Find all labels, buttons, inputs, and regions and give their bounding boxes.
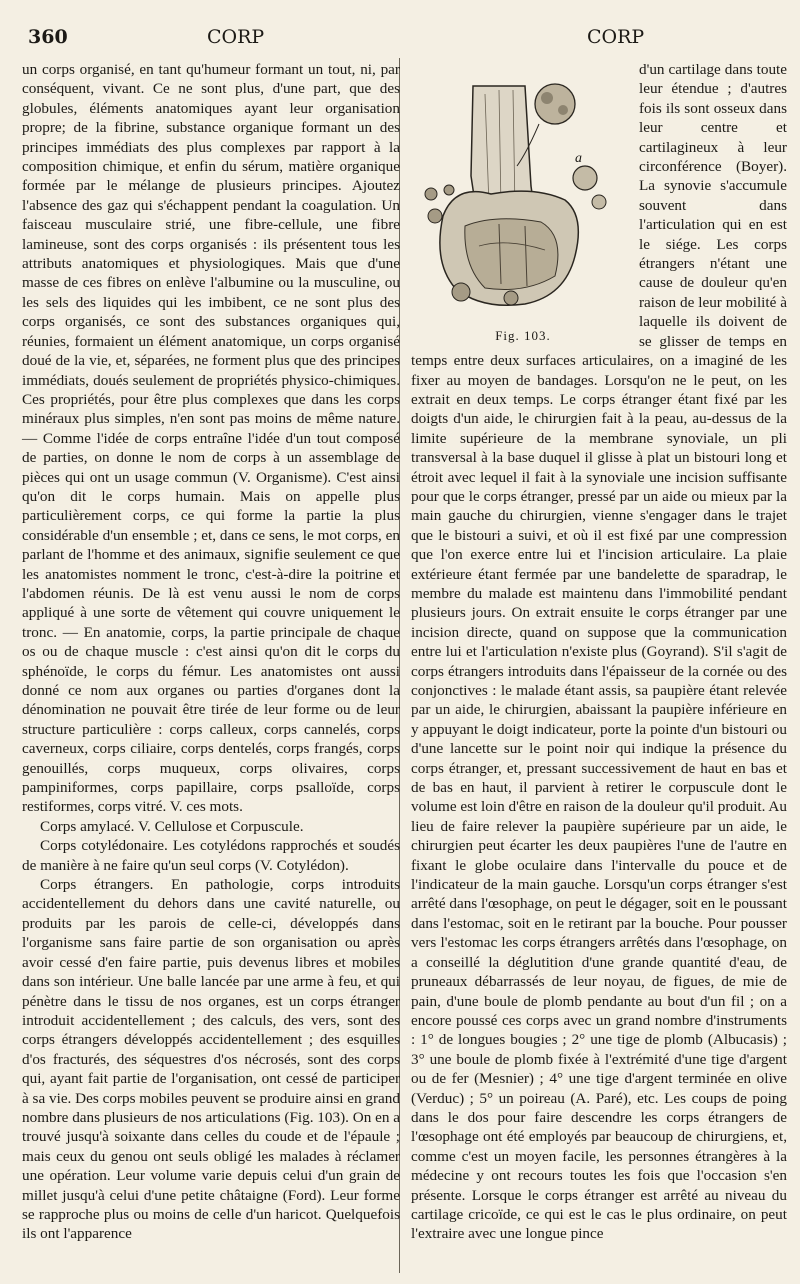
right-running-title: CORP [587, 26, 645, 48]
right-column [411, 60, 787, 1244]
running-header [22, 26, 788, 52]
left-column [22, 60, 400, 1244]
paragraph-corps-organise: un corps organisé, en tant qu'humeur formant un tout, ni, par conséquent, vivant. Ce ne sont plus, d'une part, que des globules, éléments anatomiques ayant leur organisation propre; de la fibrine, substance organique formant un des principes immédiats des plus complexes par rapport à la composition chimique, et enfin du sérum, matière organique formée par le mélange de plusieurs principes. Ajoutez l'absence des gaz qui s'échappent pendant la coagulation. Un faisceau musculaire strié, une fibre-cellule, une fibre lamineuse, sont des corps organisés : ils présentent tous les attributs anatomiques et physiologiques. Mais que d'une masse de ces fibres on enlève l'albumine ou la musculine, ou les sels des liquides qui les imbibent, ce ne sont plus des corps organisés, ce sont des substances organiques qui, réunies, formaient un élément anatomique, un corps organisé doué de la vie, et, séparées, ne forment plus que des principes immédiats, doués seulement de propriétés physico-chimiques. Ces propriétés, pour être plus complexes que dans les corps minéraux plus simples, n'en sont pas moins de même nature. — Comme l'idée de corps entraîne l'idée d'un tout composé de parties, on donne le nom de corps à un assemblage de pièces qui ont un usage commun (V. Organisme). C'est ainsi qu'on dit le corps humain. Mais on appelle plus particulièrement corps, ce qui forme la partie la plus considérable d'un ensemble ; et, dans ce sens, le mot corps, en parlant de l'homme et des animaux, signifie seulement ce que les anatomistes nomment le tronc, c'est-à-dire la poitrine et l'abdomen réunis. De là est venu aussi le nom de corps appliqué à une sorte de vêtement qui couvre uniquement le tronc. — En anatomie, corps, la partie principale de chaque os ou de chaque muscle : c'est ainsi qu'on dit le corps du sphénoïde, le corps du fémur. Les anatomistes ont aussi donné ce nom aux organes ou parties d'organes dont la dénomination ne pouvait être tirée de leur forme ou de leur structure particulière : corps calleux, corps cannelés, corps caverneux, corps ciliaire, corps dentelés, corps frangés, corps genouillés, corps muqueux, corps olivaires, corps pampiniformes, corps papillaire, corps psalloïde, corps restiformes, corps vitré. V. ces mots. [22, 61, 400, 816]
paragraph-corps-cotyledonaire: Corps cotylédonaire. Les cotylédons rapprochés et soudés de manière à ne faire qu'un seul corps (V. Cotylédon). [22, 837, 400, 874]
left-running-title: CORP [207, 26, 265, 48]
paragraph-corps-etrangers: Corps étrangers. En pathologie, corps introduits accidentellement du dehors dans une cavité naturelle, ou produits par les parois de celle-ci, développés dans l'organisme sans faire partie de son organisation ou après avoir cessé d'en faire partie, puis devenus libres et mobiles dans son intérieur. Une balle lancée par une arme à feu, et qui pénètre dans le tissu de nos organes, est un corps étranger introduit accidentellement ; des calculs, des vers, sont des corps étrangers développés accidentellement ; des esquilles d'os fracturés, des séquestres d'os nécrosés, sont des corps qui, ayant fait partie de l'organisation, ont cessé de participer à sa vie. Des corps mobiles peuvent se produire ainsi en grand nombre dans plusieurs de nos articulations (Fig. 103). On en a trouvé jusqu'à soixante dans celles du coude et de l'épaule ; mais ceux du genou ont seuls obligé les malades à réclamer une opération. Leur volume varie depuis celui d'un grain de millet jusqu'à celui d'une petite châtaigne (Ford). Leur forme se rapproche plus ou moins de celle d'un haricot. Quelquefois ils ont l'apparence [22, 876, 400, 1243]
paragraph-corps-etrangers-continued: d'un cartilage dans toute leur étendue ; d'autres fois ils sont osseux dans leur centre et cartilagineux à leur circonférence (Boyer). La synovie s'accumule souvent dans l'articulation qui en est le siége. Les corps étrangers n'étant une cause de douleur qu'en raison de leur mobilité à laquelle ils doivent de se glisser de temps en temps entre deux surfaces articulaires, on a imaginé de les fixer au moyen de bandages. Lorsqu'on ne le peut, on les extrait en deux temps. Le corps étranger étant fixé par les doigts d'un aide, le chirurgien fait à la peau, au-dessus de la limite supérieure de la membrane synoviale, un pli transversal à la base duquel il glisse à plat un bistouri long et étroit avec lequel il fait à la synoviale une incision suffisante pour que le corps étranger, pressé par un aide ou mieux par la main gauche du chirurgien, vienne s'engager dans le trajet que le bistouri a suivi, et où il est fixé par une compression que l'on exerce entre lui et l'incision articulaire. La plaie extérieure étant fermée par une bandelette de sparadrap, le membre du malade est maintenu dans l'immobilité pendant plusieurs jours. On extrait ensuite le corps étranger par une incision directe, quand on suppose que la communication entre lui et l'articulation n'existe plus (Goyrand). S'il s'agit de corps étrangers introduits dans l'épaisseur de la cornée ou des conjonctives : le malade étant assis, sa paupière étant relevée par un aide, le chirurgien, abaissant la paupière inférieure en y appuyant le doigt indicateur, porte la pointe d'un bistouri ou d'une lancette sur le point noir qui indique la présence du corps étranger, et, pressant successivement de haut en bas et de bas en haut, il parvient à retirer le corpuscule dont le volume est loin d'être en raison de la douleur qu'il produit. Au lieu de faire relever la paupière supérieure par un aide, le chirurgien peut écarter les deux paupières l'une de l'autre en fixant le globe oculaire dans l'intervalle du pouce et de l'indicateur de la main gauche. Lorsqu'un corps étranger s'est arrêté dans l'œsophage, on peut le dégager, soit en le poussant dans l'estomac, soit en le retirant par la bouche. Pour pousser vers l'estomac les corps étrangers arrêtés dans l'œsophage, on a conseillé la déglutition d'une grande quantité d'eau, de pruneaux débarrassés de leur noyau, de figues, de mie de pain, d'une boule de plomb pendante au bout d'un fil ; on a encore poussé ces corps avec un grand nombre d'instruments : 1° de longues bougies ; 2° une tige de plomb (Albucasis) ; 3° une boule de plomb fixée à l'extrémité d'une tige d'argent ou de fer (Mesnier) ; 4° une tige d'argent terminée en olive (Verduc) ; 5° un poireau (A. Paré), etc. Les coups de poing dans le dos pour faire descendre les corps étrangers de l'œsophage ont été employés par beaucoup de chirurgiens, et, comme c'est un moyen facile, les personnes étrangères à la médecine y ont recours toutes les fois que l'occasion s'en présente. Lorsque le corps étranger est arrêté au niveau du cartilage cricoïde, ce qui est le cas le plus ordinaire, on peut l'extraire avec une longue pince [411, 61, 787, 1243]
figure-label-a: a [575, 151, 582, 166]
figure-caption: Fig. 103. [495, 328, 551, 343]
joint-engraving-illustration [415, 66, 631, 324]
paragraph-corps-amylace: Corps amylacé. V. Cellulose et Corpuscule. [40, 817, 304, 835]
page-number: 360 [28, 26, 68, 48]
figure-103 [415, 66, 631, 346]
